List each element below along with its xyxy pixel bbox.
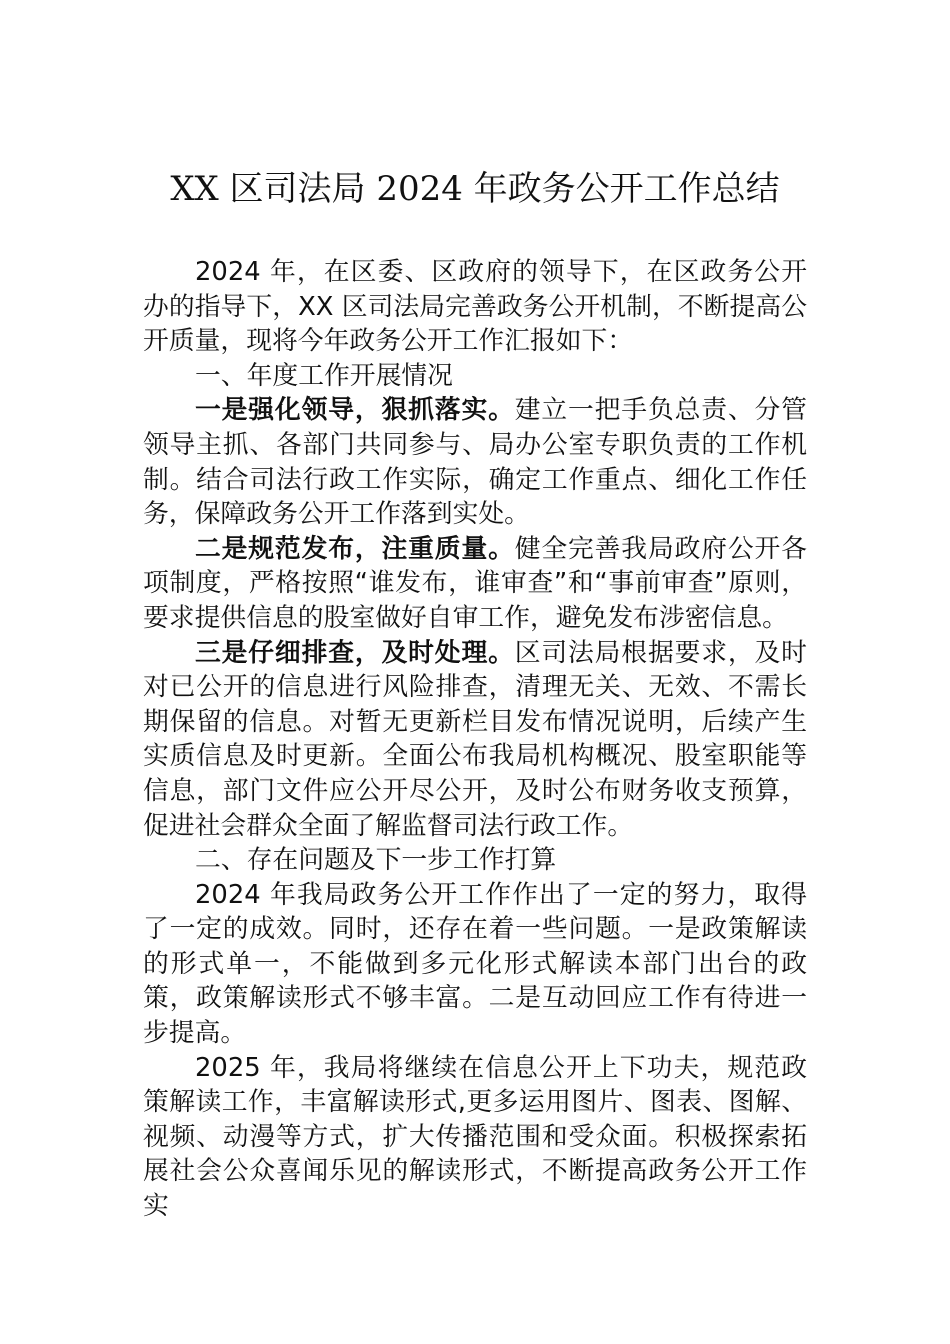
paragraph-point-1 bbox=[143, 393, 807, 531]
paragraph-point-3 bbox=[143, 636, 807, 844]
paragraph-text: 2025 年，我局将继续在信息公开上下功夫，规范政策解读工作，丰富解读形式,更多运用图片、图表、图解、视频、动漫等方式，扩大传播范围和受众面。积极探索拓展社会公众喜闻乐见的解读形式，不断提高政务公开工作实 bbox=[143, 1052, 807, 1222]
document-body bbox=[143, 255, 807, 1224]
paragraph-text: 2024 年，在区委、区政府的领导下，在区政务公开办的指导下，XX 区司法局完善政务公开机制，不断提高公开质量，现将今年政务公开工作汇报如下： bbox=[143, 257, 807, 357]
section-heading-text: 一、年度工作开展情况 bbox=[195, 360, 453, 391]
paragraph-lead: 二是规范发布，注重质量。 bbox=[195, 533, 515, 564]
paragraph-text: 2024 年我局政务公开工作作出了一定的努力，取得了一定的成效。同时，还存在着一些问题。一是政策解读的形式单一，不能做到多元化形式解读本部门出台的政策，政策解读形式不够丰富。二是互动回应工作有待进一步提高。 bbox=[143, 879, 807, 1049]
paragraph-intro bbox=[143, 255, 807, 359]
section-heading-2 bbox=[143, 843, 807, 878]
paragraph-text: 区司法局根据要求，及时对已公开的信息进行风险排查，清理无关、无效、不需长期保留的信息。对暂无更新栏目发布情况说明，后续产生实质信息及时更新。全面公布我局机构概况、股室职能等信息，部门文件应公开尽公开，及时公布财务收支预算，促进社会群众全面了解监督司法行政工作。 bbox=[143, 637, 807, 841]
document-title: XX 区司法局 2024 年政务公开工作总结 bbox=[170, 169, 780, 209]
section-heading-1 bbox=[143, 359, 807, 394]
paragraph-problems bbox=[143, 878, 807, 1051]
paragraph-lead: 三是仔细排查，及时处理。 bbox=[195, 637, 515, 668]
paragraph-point-2 bbox=[143, 532, 807, 636]
section-heading-text: 二、存在问题及下一步工作打算 bbox=[195, 845, 557, 876]
paragraph-next-steps bbox=[143, 1051, 807, 1224]
paragraph-text: 建立一把手负总责、分管领导主抓、各部门共同参与、局办公室专职负责的工作机制。结合司法行政工作实际，确定工作重点、细化工作任务，保障政务公开工作落到实处。 bbox=[143, 395, 807, 530]
paragraph-text: 健全完善我局政府公开各项制度，严格按照“谁发布，谁审查”和“事前审查”原则，要求提供信息的股室做好自审工作，避免发布涉密信息。 bbox=[143, 533, 807, 633]
paragraph-lead: 一是强化领导，狠抓落实。 bbox=[195, 395, 515, 426]
